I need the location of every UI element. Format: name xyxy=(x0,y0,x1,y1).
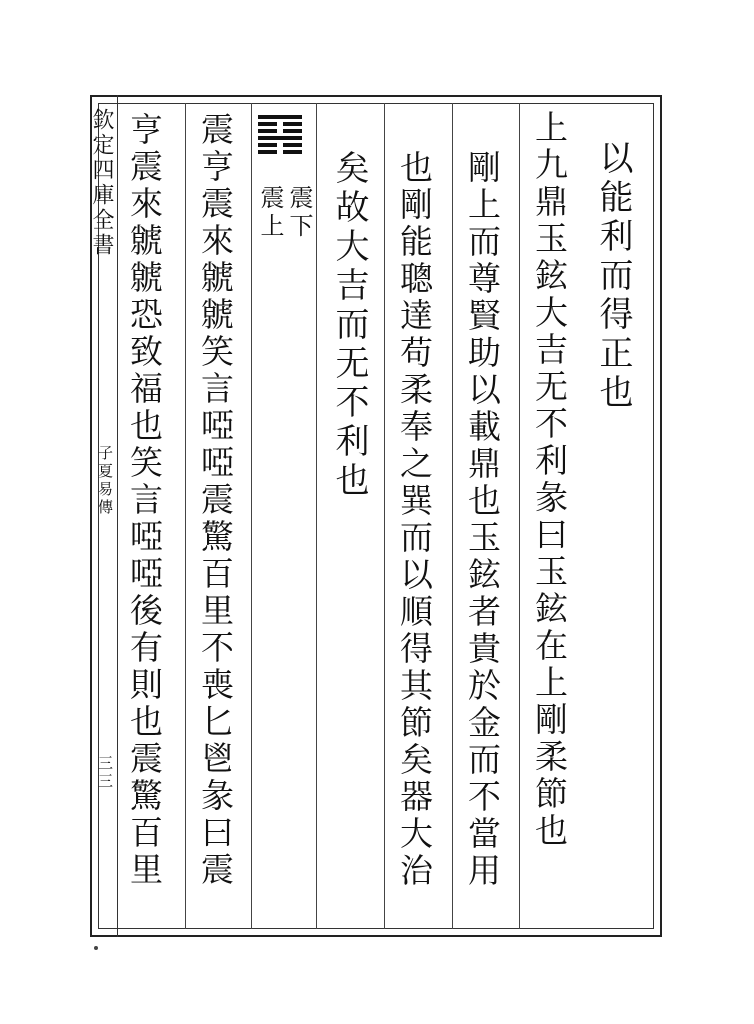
text-column-5: 矣故大吉而无不利也 xyxy=(329,150,369,501)
page-number: 三三 xyxy=(96,755,114,791)
column-divider xyxy=(316,103,317,929)
inner-border xyxy=(98,103,654,929)
text-column-2: 上九鼎玉鉉大吉无不利彖曰玉鉉在上剛柔節也 xyxy=(530,110,569,850)
column-divider xyxy=(251,103,252,929)
work-title: 子夏易傳 xyxy=(96,445,114,517)
text-column-1: 以能利而得正也 xyxy=(593,140,633,413)
text-column-6: 震亨震來虩虩笑言啞啞震驚百里不喪匕鬯彖曰震 xyxy=(196,112,235,889)
book-title: 欽定四庫全書 xyxy=(89,108,114,258)
trigram-lower-label: 震下 xyxy=(285,185,313,241)
column-divider xyxy=(519,103,520,929)
text-column-3: 剛上而尊賢助以載鼎也玉鉉者貴於金而不當用 xyxy=(463,150,502,890)
text-column-4: 也剛能聰達苟柔奉之巽而以順得其節矣器大治 xyxy=(395,150,434,890)
zhen-hexagram-icon xyxy=(258,112,302,157)
margin-dot xyxy=(94,946,98,950)
column-divider xyxy=(185,103,186,929)
column-divider xyxy=(452,103,453,929)
trigram-upper-label: 震上 xyxy=(256,185,284,241)
column-divider xyxy=(384,103,385,929)
text-column-7: 亨震來虩虩恐致福也笑言啞啞後有則也震驚百里 xyxy=(125,112,164,889)
